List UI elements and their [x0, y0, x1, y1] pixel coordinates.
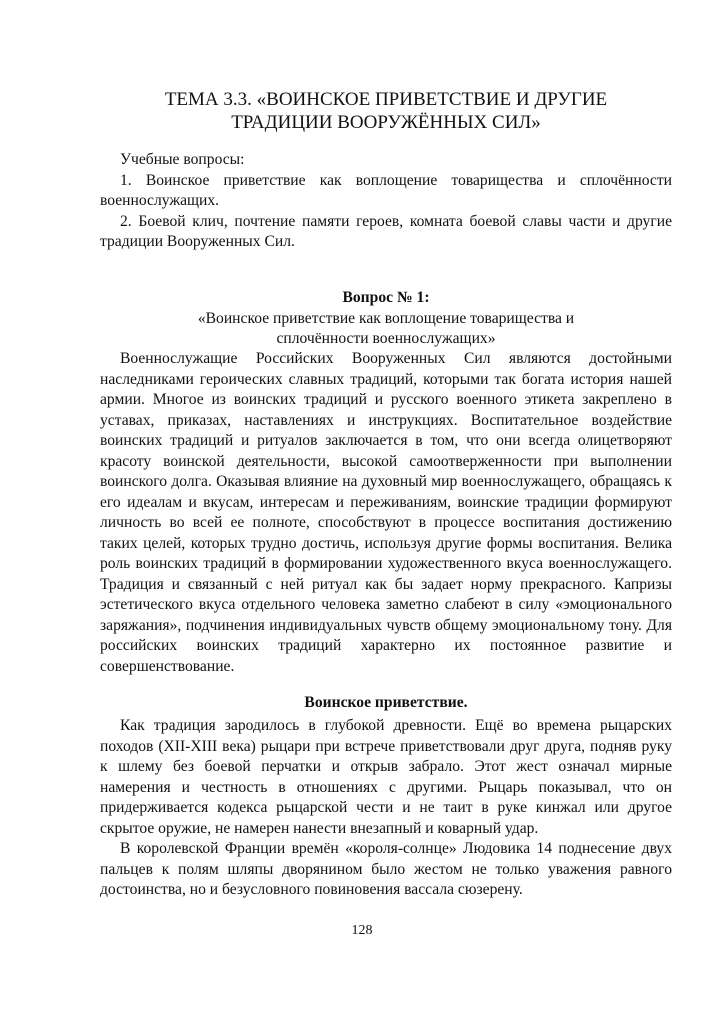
question-1-heading — [100, 288, 672, 350]
page-number: 128 — [351, 923, 373, 938]
question-1-title-part1: «Воинское приветствие как воплощение товарищества и — [197, 309, 575, 327]
paragraph-1: Военнослужащие Российских Вооруженных Сил являются достойными наследниками героических славных традиций, которыми так богата история нашей армии. Многое из воинских традиций и русского военного этикета закреплено в уставах, приказах, наставлениях и инструкциях. Воспитательное воздействие воинских традиций и ритуалов заключается в том, что они всегда олицетворяют красоту воинской деятельности, высокой самоотверженности при выполнении воинского долга. Оказывая влияние на духовный мир военнослужащего, обращаясь к его идеалам и вкусам, интересам и переживаниям, воинские традиции формируют личность во всей ее полноте, способствуют в процессе воспитания достижению таких целей, которых трудно достичь, используя другие формы воспитания. Велика роль воинских традиций в формировании художественного вкуса военнослужащего. Традиция и связанный с ней ритуал как бы задает норму прекрасного. Капризы эстетического вкуса отдельного человека заметно слабеют в силу «эмоционального заряжания», подчинения индивидуальных чувств общему эмоциональному тону. Для российских воинских традиций характерно их постоянное развитие и совершенствование. — [100, 350, 672, 675]
title-line-2: ТРАДИЦИИ ВООРУЖЁННЫХ СИЛ» — [231, 112, 541, 133]
paragraphs-2-3-block — [100, 716, 672, 901]
study-question-2: 2. Боевой клич, почтение памяти героев, комната боевой славы части и другие традиции Вооруженных Сил. — [100, 212, 672, 250]
study-questions — [100, 150, 672, 253]
study-question-1: 1. Воинское приветствие как воплощение товарищества и сплочённости военнослужащих. — [100, 171, 672, 209]
section-subheading: Воинское приветствие. — [304, 694, 468, 711]
page-title — [100, 88, 672, 134]
paragraph-2: Как традиция зародилось в глубокой древности. Ещё во времена рыцарских походов (XII-XIII века) рыцари при встрече приветствовали друг друга, подняв руку к шлему без боевой перчатки и открыв забрало. Этот жест означал мирные намерения и честность в отношениях с другими. Рыцарь показывал, что он придерживается кодекса рыцарской чести и не таит в руке кинжал или другое скрытое оружие, не намерен нанести внезапный и коварный удар. — [100, 717, 672, 837]
paragraph-1-block — [100, 349, 672, 677]
question-1-label: Вопрос № 1: — [342, 289, 430, 306]
question-1-title-part2: сплочённости военнослужащих» — [276, 330, 496, 347]
paragraph-3: В королевской Франции времён «короля-солнце» Людовика 14 поднесение двух пальцев к полям шляпы дворянином было жестом не только уважения равного достоинства, но и безусловного повиновения вассала сюзерену. — [100, 840, 672, 898]
title-line-1: ТЕМА 3.3. «ВОИНСКОЕ ПРИВЕТСТВИЕ И ДРУГИЕ — [164, 89, 608, 110]
study-questions-label: Учебные вопросы: — [120, 151, 245, 168]
